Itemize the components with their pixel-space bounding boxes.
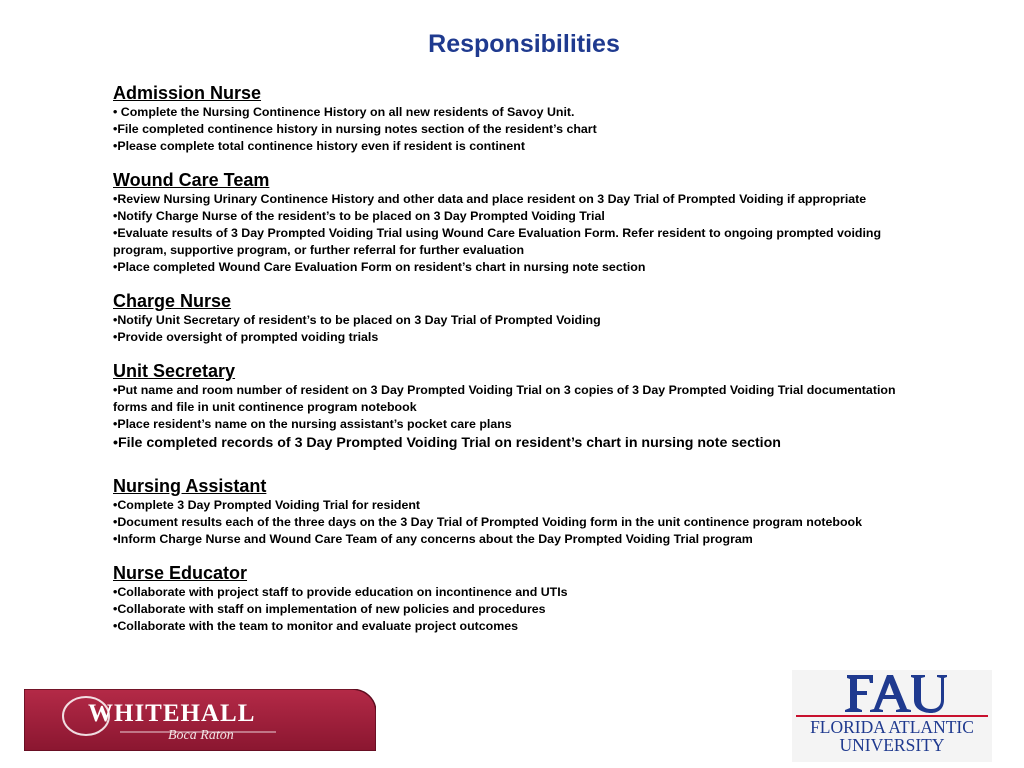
bullet-item: •File completed continence history in nursing notes section of the resident’s chart [113,122,597,136]
bullet-item: •Collaborate with the team to monitor and evaluate project outcomes [113,619,519,633]
fau-monogram-icon [843,672,947,714]
bullet-item: •Provide oversight of prompted voiding trials [113,330,379,344]
section-unit-secretary [113,360,913,453]
bullet-item: •Evaluate results of 3 Day Prompted Voiding Trial using Wound Care Evaluation Form. Refer resident to ongoing prompted voiding program, supportive program, or further referral for further evaluation [113,226,882,257]
bullet-item: •Notify Unit Secretary of resident’s to be placed on 3 Day Trial of Prompted Voiding [113,313,601,327]
bullet-item: •File completed records of 3 Day Prompted Voiding Trial on resident’s chart in nursing note section [113,435,781,451]
section-wound-care-team [113,169,913,276]
section-heading: Nursing Assistant [113,476,267,496]
section-heading: Wound Care Team [113,170,270,190]
bullet-item: •Notify Charge Nurse of the resident’s to be placed on 3 Day Prompted Voiding Trial [113,209,605,223]
bullet-item: • Complete the Nursing Continence History on all new residents of Savoy Unit. [113,105,575,119]
fau-name-line2: UNIVERSITY [839,735,945,755]
section-heading: Unit Secretary [113,361,236,381]
bullet-item: •Collaborate with project staff to provide education on incontinence and UTIs [113,585,568,599]
bullet-item: •Place resident’s name on the nursing assistant’s pocket care plans [113,417,512,431]
section-heading: Charge Nurse [113,291,232,311]
whitehall-wordmark: WHITEHALL [88,700,256,727]
bullet-item: •Complete 3 Day Prompted Voiding Trial for resident [113,498,421,512]
bullet-item: •Inform Charge Nurse and Wound Care Team of any concerns about the Day Prompted Voiding Trial program [113,532,753,546]
bullet-item: •Please complete total continence history even if resident is continent [113,139,525,153]
whitehall-location: Boca Raton [168,728,234,743]
bullet-item: •Document results each of the three days on the 3 Day Trial of Prompted Voiding form in the unit continence program notebook [113,515,863,529]
section-admission-nurse [113,82,913,155]
section-heading: Nurse Educator [113,563,248,583]
section-heading: Admission Nurse [113,83,262,103]
responsibilities-list [113,82,913,635]
bullet-item: •Review Nursing Urinary Continence History and other data and place resident on 3 Day Trial of Prompted Voiding if appropriate [113,192,867,206]
section-charge-nurse [113,290,913,346]
fau-name-line1: FLORIDA ATLANTIC [810,717,974,737]
bullet-item: •Put name and room number of resident on 3 Day Prompted Voiding Trial on 3 copies of 3 Day Prompted Voiding Trial documentation forms and file in unit continence program notebook [113,383,896,414]
bullet-item: •Collaborate with staff on implementation of new policies and procedures [113,602,546,616]
page-title: Responsibilities [428,30,620,58]
section-nursing-assistant [113,475,913,548]
bullet-item: •Place completed Wound Care Evaluation Form on resident’s chart in nursing note section [113,260,646,274]
section-nurse-educator [113,562,913,635]
